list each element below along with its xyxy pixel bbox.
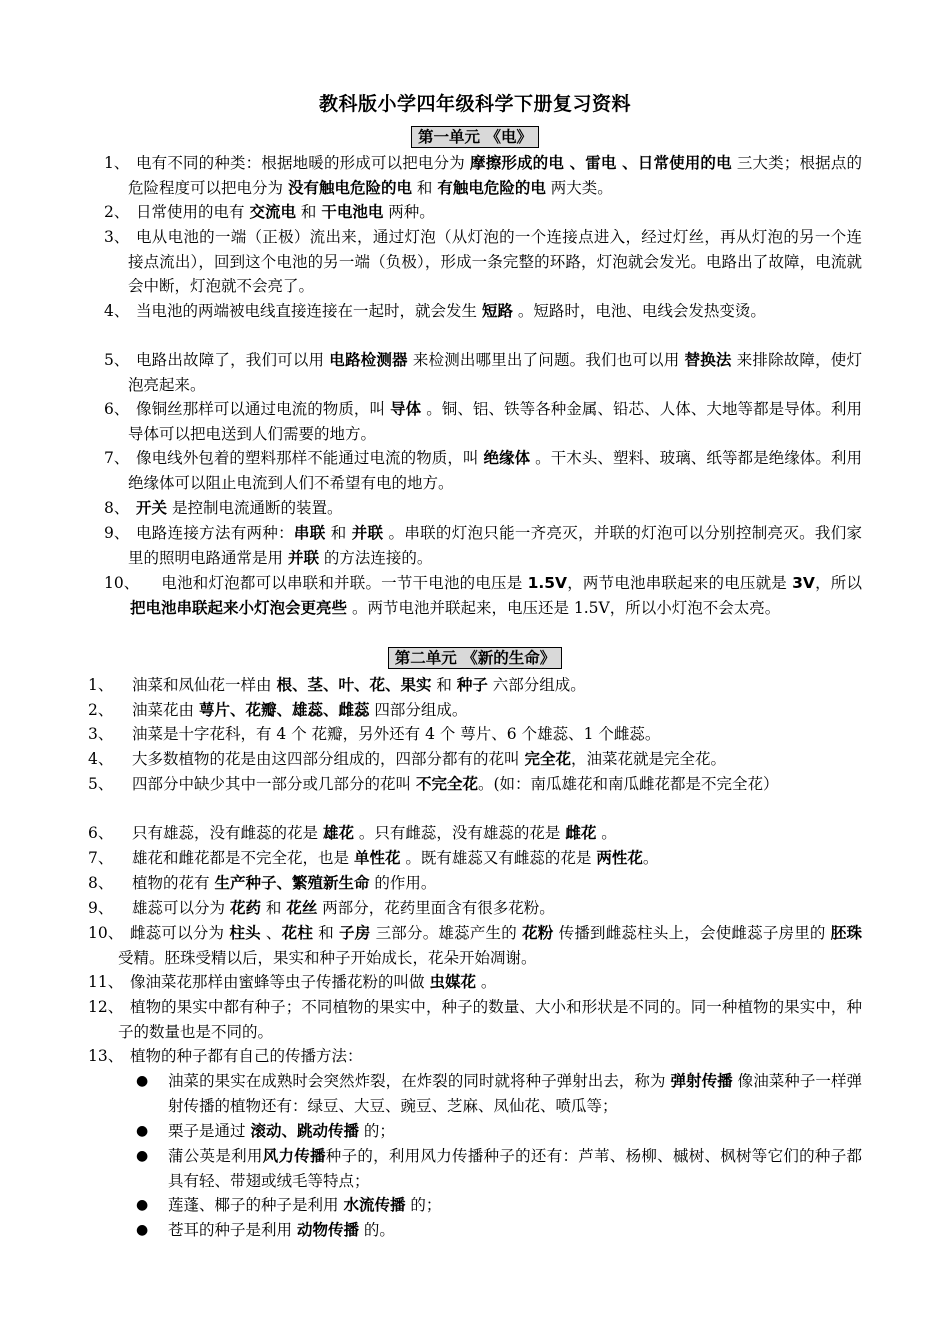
bullet-text xyxy=(168,1119,862,1144)
body-text: 是控制电流通断的装置。 xyxy=(167,499,343,517)
item-text xyxy=(128,397,862,446)
answer-text: 雌花 xyxy=(565,824,597,842)
body-text: 电从电池的一端（正极）流出来，通过灯泡（从灯泡的一个连接点进入，经过灯丝，再从灯泡的另一个连接点流出），回到这个电池的另一端（负极），形成一条完整的环路，灯泡就会发光。电路出了故障，电流就会中断，灯泡就不会亮了。 xyxy=(128,228,862,295)
body-text: 来检测出哪里出了问题。我们也可以用 xyxy=(407,351,685,369)
answer-text: 摩擦形成的电 、雷电 、日常使用的电 xyxy=(470,154,732,172)
unit-heading-text: 第一单元 《电》 xyxy=(411,126,539,148)
item-number: 5、 xyxy=(88,775,114,793)
bullet-icon: ● xyxy=(136,1148,149,1164)
answer-text: 风力传播 xyxy=(262,1147,326,1165)
body-text: 。 xyxy=(475,973,497,991)
answer-text: 串联 xyxy=(293,524,326,542)
body-text: 。只有雌蕊，没有雄蕊的花是 xyxy=(353,824,566,842)
body-text: 油菜是十字花科，有 4 个 花瓣，另外还有 4 个 萼片、6 个雄蕊、1 个雌蕊。 xyxy=(132,725,661,743)
body-text: 六部分组成。 xyxy=(487,676,586,694)
answer-text: 水流传播 xyxy=(343,1196,406,1214)
item-text xyxy=(118,970,862,995)
answer-text: 虫媒花 xyxy=(429,973,476,991)
item-text xyxy=(118,1044,862,1069)
body-text: 。 xyxy=(596,824,617,842)
item-number: 1、 xyxy=(104,154,130,172)
body-text: 的； xyxy=(405,1196,442,1214)
body-text: 。铜、铝、铁等各种金属、铅芯、人体、大地等都是导体。利用导体可以把电送到人们需要的地方。 xyxy=(128,400,862,443)
body-text: 和 xyxy=(295,203,322,221)
item-text xyxy=(118,846,862,871)
item-text xyxy=(118,995,862,1044)
body-text: 。既有雄蕊又有雌蕊的花是 xyxy=(400,849,597,867)
answer-text: 导体 xyxy=(390,400,422,418)
item-number: 8、 xyxy=(88,874,114,892)
body-text: 的作用。 xyxy=(369,874,437,892)
item-number: 9、 xyxy=(104,524,130,542)
answer-text: 并联 xyxy=(287,548,319,567)
body-text: 蒲公英是利用 xyxy=(168,1147,263,1165)
body-text: 电路连接方法有两种： xyxy=(136,524,294,542)
answer-text: 柱头 xyxy=(229,924,261,942)
answer-text: 把电池串联起来小灯泡会更亮些 xyxy=(130,598,348,617)
answer-text: 动物传播 xyxy=(296,1221,359,1239)
body-text: 三部分。雄蕊产生的 xyxy=(370,924,523,942)
item-number: 3、 xyxy=(104,228,130,246)
item-number: 2、 xyxy=(104,203,130,221)
body-text: 的。 xyxy=(358,1221,395,1239)
answer-text: 种子 xyxy=(456,676,488,694)
body-text: 雌蕊可以分为 xyxy=(130,924,230,942)
body-text: 当电池的两端被电线直接连接在一起时，就会发生 xyxy=(136,302,482,320)
bullet-icon: ● xyxy=(136,1197,149,1213)
body-text: 电池和灯泡都可以串联和并联。一节干电池的电压是 xyxy=(130,574,528,592)
body-text: 雄蕊可以分为 xyxy=(132,899,230,917)
item-number: 2、 xyxy=(88,701,114,719)
item-number: 6、 xyxy=(88,824,114,842)
bullet-icon: ● xyxy=(136,1123,149,1139)
item-number: 6、 xyxy=(104,400,130,418)
item-number: 4、 xyxy=(88,750,114,768)
answer-text: 开关 xyxy=(136,499,168,517)
item-text xyxy=(130,571,862,620)
item-text xyxy=(118,673,862,698)
body-text: 像油菜种子一样弹射传播的植物还有：绿豆、大豆、豌豆、芝麻、凤仙花、喷瓜等； xyxy=(168,1072,862,1115)
body-text: 像铜丝那样可以通过电流的物质，叫 xyxy=(136,400,391,418)
body-text: 植物的果实中都有种子；不同植物的果实中，种子的数量、大小和形状是不同的。同一种植物的果实中，种子的数量也是不同的。 xyxy=(118,998,862,1041)
body-text: 两大类。 xyxy=(545,178,613,197)
item-text xyxy=(128,225,862,299)
answer-text: 不完全花 xyxy=(415,775,478,793)
item-number: 12、 xyxy=(88,998,124,1016)
bullet-text xyxy=(168,1193,862,1218)
bullet-text xyxy=(168,1069,862,1118)
answer-text: 生产种子、繁殖新生命 xyxy=(214,874,370,892)
body-text: 苍耳的种子是利用 xyxy=(168,1221,297,1239)
body-text: 传播到雌蕊柱头上，会使雌蕊子房里的 xyxy=(553,924,831,942)
item-text xyxy=(118,698,862,723)
answer-text: 子房 xyxy=(339,924,371,942)
answer-text: 弹射传播 xyxy=(670,1072,733,1090)
body-text: 和 xyxy=(260,899,287,917)
answer-text: 花药 xyxy=(229,899,261,917)
body-text: 受精。胚珠受精以后，果实和种子开始成长，花朵开始凋谢。 xyxy=(118,948,537,967)
body-text: 莲蓬、椰子的种子是利用 xyxy=(168,1196,344,1214)
body-text: 两部分，花药里面含有很多花粉。 xyxy=(317,899,555,917)
answer-text: 花粉 xyxy=(522,924,554,942)
bullet-text xyxy=(168,1218,862,1243)
body-text: 油菜花由 xyxy=(132,701,199,719)
body-text: 。短路时，电池、电线会发热变烫。 xyxy=(512,302,766,320)
answer-text: 胚珠 xyxy=(830,924,862,942)
item-text xyxy=(128,200,862,225)
item-number: 9、 xyxy=(88,899,114,917)
body-text: 。 xyxy=(642,849,659,867)
answer-text: 根、茎、叶、花、果实 xyxy=(276,676,432,694)
body-text: 种子的，利用风力传播种子的还有：芦苇、杨柳、槭树、枫树等它们的种子都具有轻、带翅或绒毛等特点； xyxy=(168,1147,862,1190)
item-text xyxy=(128,446,862,495)
body-text: 像油菜花那样由蜜蜂等虫子传播花粉的叫做 xyxy=(130,973,430,991)
body-text: 的； xyxy=(358,1122,395,1140)
body-text: 和 xyxy=(313,924,340,942)
body-text: 。串联的灯泡只能一齐亮灭，并联的灯泡可以分别控制亮灭。我们家里的照明电路通常是用 xyxy=(128,524,862,567)
body-text: 的方法连接的。 xyxy=(318,548,433,567)
answer-text: 花柱 xyxy=(281,924,314,942)
body-text: 电路出故障了，我们可以用 xyxy=(136,351,330,369)
item-text xyxy=(118,921,862,970)
answer-text: 萼片、花瓣、雄蕊、雌蕊 xyxy=(198,701,370,719)
body-text: 电有不同的种类：根据地暖的形成可以把电分为 xyxy=(136,154,471,172)
item-text xyxy=(128,151,862,200)
item-number: 11、 xyxy=(88,973,124,991)
unit-heading-text: 第二单元 《新的生命》 xyxy=(388,647,562,669)
item-number: 7、 xyxy=(104,449,130,467)
answer-text: 3V xyxy=(792,574,815,592)
body-text: 只有雄蕊，没有雌蕊的花是 xyxy=(132,824,323,842)
item-number: 1、 xyxy=(88,676,114,694)
item-text xyxy=(128,496,862,521)
item-text xyxy=(118,871,862,896)
answer-text: 两性花 xyxy=(596,849,643,867)
answer-text: 花丝 xyxy=(286,899,318,917)
item-number: 10、 xyxy=(104,574,140,592)
item-text xyxy=(118,747,862,772)
body-text: 和 xyxy=(411,178,438,197)
item-text xyxy=(128,348,862,397)
item-number: 7、 xyxy=(88,849,114,867)
item-number: 5、 xyxy=(104,351,130,369)
body-text: 植物的种子都有自己的传播方法： xyxy=(130,1047,363,1065)
body-text: 日常使用的电有 xyxy=(136,203,250,221)
item-number: 8、 xyxy=(104,499,130,517)
body-text: 栗子是通过 xyxy=(168,1122,251,1140)
bullet-icon: ● xyxy=(136,1073,149,1089)
body-text: 和 xyxy=(431,676,457,694)
answer-text: 滚动、跳动传播 xyxy=(250,1122,359,1140)
answer-text: 电路检测器 xyxy=(329,351,408,369)
answer-text: 绝缘体 xyxy=(483,449,531,467)
answer-text: 并联 xyxy=(351,524,384,542)
body-text: 像电线外包着的塑料那样不能通过电流的物质，叫 xyxy=(136,449,484,467)
body-text: ，两节电池串联起来的电压就是 xyxy=(567,574,793,592)
answer-text: 完全花 xyxy=(524,750,571,768)
body-text: 两种。 xyxy=(383,203,435,221)
item-text xyxy=(118,722,862,747)
item-text xyxy=(118,772,862,797)
answer-text: 单性花 xyxy=(353,849,401,867)
unit-2-heading xyxy=(0,647,950,669)
body-text: 三大类；根据点的危险程度可以把电分为 xyxy=(128,154,862,197)
item-number: 3、 xyxy=(88,725,114,743)
body-text: 油菜的果实在成熟时会突然炸裂，在炸裂的同时就将种子弹射出去，称为 xyxy=(168,1072,671,1090)
item-text xyxy=(128,521,862,570)
item-number: 4、 xyxy=(104,302,130,320)
body-text: 、 xyxy=(260,924,282,942)
body-text: 来排除故障，使灯泡亮起来。 xyxy=(128,351,862,394)
body-text: 。(如：南瓜雄花和南瓜雌花都是不完全花） xyxy=(477,775,779,793)
answer-text: 1.5V xyxy=(527,574,568,592)
body-text: 植物的花有 xyxy=(132,874,215,892)
answer-text: 替换法 xyxy=(684,351,732,369)
page-title: 教科版小学四年级科学下册复习资料 xyxy=(318,93,631,115)
item-text xyxy=(128,299,862,324)
body-text: 大多数植物的花是由这四部分组成的，四部分都有的花叫 xyxy=(132,750,525,768)
answer-text: 交流电 xyxy=(249,203,296,221)
answer-text: 没有触电危险的电 xyxy=(287,178,412,197)
item-number: 10、 xyxy=(88,924,124,942)
unit-1-heading xyxy=(0,126,950,148)
item-text xyxy=(118,821,862,846)
answer-text: 有触电危险的电 xyxy=(437,178,546,197)
body-text: 。干木头、塑料、玻璃、纸等都是绝缘体。利用绝缘体可以阻止电流到人们不希望有电的地方。 xyxy=(128,449,862,492)
body-text: 雄花和雌花都是不完全花，也是 xyxy=(132,849,354,867)
body-text: ，油菜花就是完全花。 xyxy=(570,750,726,768)
body-text: ，所以 xyxy=(814,574,862,592)
body-text: 油菜和凤仙花一样由 xyxy=(132,676,277,694)
body-text: 和 xyxy=(325,524,352,542)
body-text: 四部分组成。 xyxy=(369,701,468,719)
bullet-icon: ● xyxy=(136,1222,149,1238)
bullet-text xyxy=(168,1144,862,1193)
body-text: 四部分中缺少其中一部分或几部分的花叫 xyxy=(132,775,416,793)
body-text: 。两节电池并联起来，电压还是 1.5V，所以小灯泡不会太亮。 xyxy=(347,598,781,617)
item-number: 13、 xyxy=(88,1047,124,1065)
answer-text: 干电池电 xyxy=(321,203,384,221)
item-text xyxy=(118,896,862,921)
answer-text: 短路 xyxy=(481,302,513,320)
answer-text: 雄花 xyxy=(322,824,354,842)
